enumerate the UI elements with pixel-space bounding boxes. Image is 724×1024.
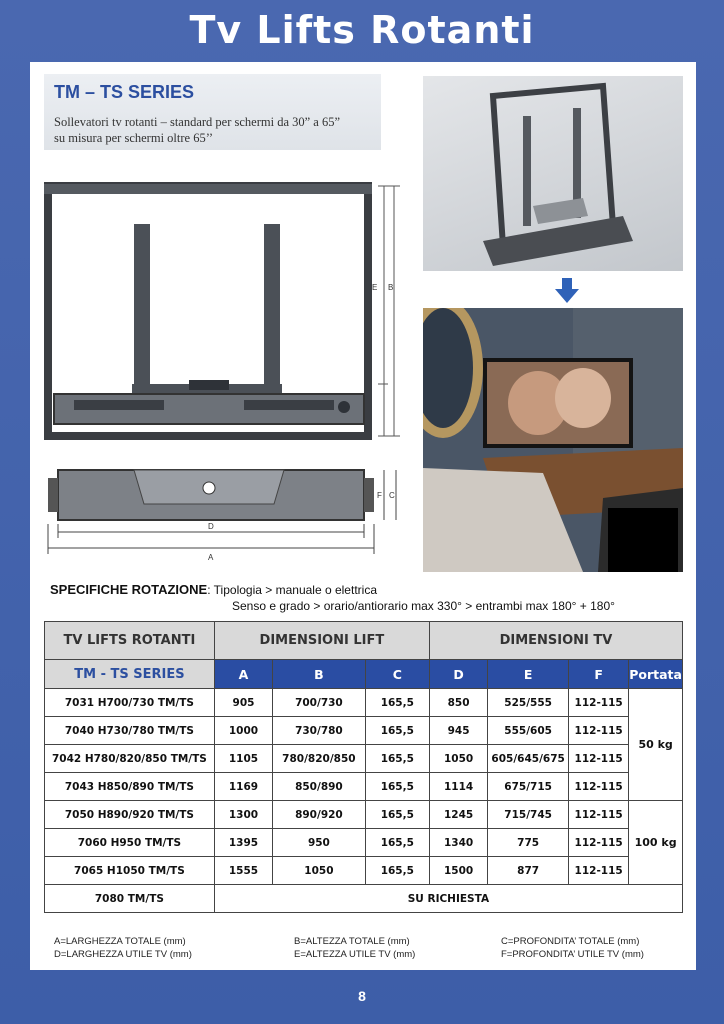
legend-col-1 [54, 935, 192, 961]
cell-model: 7043 H850/890 TM/TS [45, 773, 215, 801]
table-row [45, 689, 683, 717]
table-column-header-row [45, 660, 683, 689]
cell-portata-100: 100 kg [629, 801, 683, 885]
table-row [45, 801, 683, 829]
legend-a: A=LARGHEZZA TOTALE (mm) [54, 936, 186, 947]
legend-col-3 [501, 935, 644, 961]
cell-b: 780/820/850 [273, 745, 366, 773]
cell-d: 945 [429, 717, 487, 745]
content-sheet [30, 62, 696, 970]
series-desc-line1: Sollevatori tv rotanti – standard per schermi da 30” a 65” [54, 115, 341, 129]
legend-c: C=PROFONDITA’ TOTALE (mm) [501, 936, 640, 947]
series-box [44, 74, 381, 150]
dimension-label-e: E [372, 283, 378, 292]
spec-line1: : Tipologia > manuale o elettrica [207, 583, 377, 597]
cell-f: 112-115 [569, 773, 629, 801]
col-header-b: B [273, 660, 366, 689]
spec-label: SPECIFICHE ROTAZIONE [50, 582, 208, 597]
cell-c: 165,5 [365, 745, 429, 773]
series-title: TM – TS SERIES [54, 82, 195, 102]
cell-e: 555/605 [488, 717, 569, 745]
cell-b: 1050 [273, 857, 366, 885]
col-header-f: F [569, 660, 629, 689]
cell-a: 1555 [214, 857, 272, 885]
arrow-down-icon [554, 278, 580, 304]
dimension-label-d: D [208, 522, 214, 531]
cell-c: 165,5 [365, 773, 429, 801]
cell-c: 165,5 [365, 829, 429, 857]
cell-d: 1050 [429, 745, 487, 773]
cell-c: 165,5 [365, 717, 429, 745]
dimension-label-c: C [389, 491, 395, 500]
cell-model: 7060 H950 TM/TS [45, 829, 215, 857]
cell-a: 1000 [214, 717, 272, 745]
cell-a: 1105 [214, 745, 272, 773]
cell-f: 112-115 [569, 717, 629, 745]
col-header-d: D [429, 660, 487, 689]
cell-a: 1169 [214, 773, 272, 801]
col-header-c: C [365, 660, 429, 689]
dimension-label-a: A [208, 553, 214, 562]
legend-col-2 [294, 935, 415, 961]
cell-e: 715/745 [488, 801, 569, 829]
product-photo [423, 76, 683, 271]
table-row-last [45, 885, 683, 913]
page-title: Tv Lifts Rotanti [189, 8, 535, 52]
col-header-portata: Portata [629, 660, 683, 689]
rotation-specs [50, 582, 615, 614]
cell-c: 165,5 [365, 689, 429, 717]
legend-e: E=ALTEZZA UTILE TV (mm) [294, 949, 416, 960]
page-number: 8 [358, 988, 366, 1004]
cell-e: 605/645/675 [488, 745, 569, 773]
cell-model: 7080 TM/TS [45, 885, 215, 913]
cell-a: 1395 [214, 829, 272, 857]
room-photo [423, 308, 683, 572]
cell-e: 877 [488, 857, 569, 885]
group-header-tv-dims: DIMENSIONI TV [429, 622, 682, 660]
cell-d: 850 [429, 689, 487, 717]
dimension-label-b: B [388, 283, 394, 292]
cell-c: 165,5 [365, 857, 429, 885]
spec-line2: Senso e grado > orario/antiorario max 330° > entrambi max 180° + 180° [232, 599, 615, 613]
cell-c: 165,5 [365, 801, 429, 829]
group-header-lift-dims: DIMENSIONI LIFT [214, 622, 429, 660]
cell-on-request: SU RICHIESTA [214, 885, 682, 913]
cell-model: 7065 H1050 TM/TS [45, 857, 215, 885]
cell-model: 7042 H780/820/850 TM/TS [45, 745, 215, 773]
dimension-label-f: F [377, 491, 382, 500]
front-view-drawing [44, 182, 404, 442]
cell-portata-50: 50 kg [629, 689, 683, 801]
series-header: TM - TS SERIES [45, 660, 215, 689]
cell-f: 112-115 [569, 857, 629, 885]
cell-e: 775 [488, 829, 569, 857]
cell-model: 7031 H700/730 TM/TS [45, 689, 215, 717]
cell-d: 1245 [429, 801, 487, 829]
series-description [54, 114, 340, 146]
table-group-header-row [45, 622, 683, 660]
cell-model: 7040 H730/780 TM/TS [45, 717, 215, 745]
cell-f: 112-115 [569, 745, 629, 773]
cell-b: 730/780 [273, 717, 366, 745]
cell-e: 675/715 [488, 773, 569, 801]
series-desc-line2: su misura per schermi oltre 65’’ [54, 131, 214, 145]
cell-f: 112-115 [569, 801, 629, 829]
cell-d: 1114 [429, 773, 487, 801]
cell-b: 850/890 [273, 773, 366, 801]
cell-b: 700/730 [273, 689, 366, 717]
legend-d: D=LARGHEZZA UTILE TV (mm) [54, 949, 192, 960]
cell-d: 1340 [429, 829, 487, 857]
col-header-a: A [214, 660, 272, 689]
cell-b: 950 [273, 829, 366, 857]
table-row [45, 773, 683, 801]
col-header-e: E [488, 660, 569, 689]
cell-b: 890/920 [273, 801, 366, 829]
cell-d: 1500 [429, 857, 487, 885]
table-row [45, 857, 683, 885]
legend-f: F=PROFONDITA’ UTILE TV (mm) [501, 949, 644, 960]
cell-model: 7050 H890/920 TM/TS [45, 801, 215, 829]
table-row [45, 745, 683, 773]
cell-a: 905 [214, 689, 272, 717]
specs-table [44, 621, 683, 913]
group-header-tv-lifts: TV LIFTS ROTANTI [45, 622, 215, 660]
table-row [45, 717, 683, 745]
cell-f: 112-115 [569, 829, 629, 857]
cell-f: 112-115 [569, 689, 629, 717]
top-view-drawing [44, 464, 404, 564]
legend-b: B=ALTEZZA TOTALE (mm) [294, 936, 410, 947]
table-row [45, 829, 683, 857]
cell-e: 525/555 [488, 689, 569, 717]
cell-a: 1300 [214, 801, 272, 829]
